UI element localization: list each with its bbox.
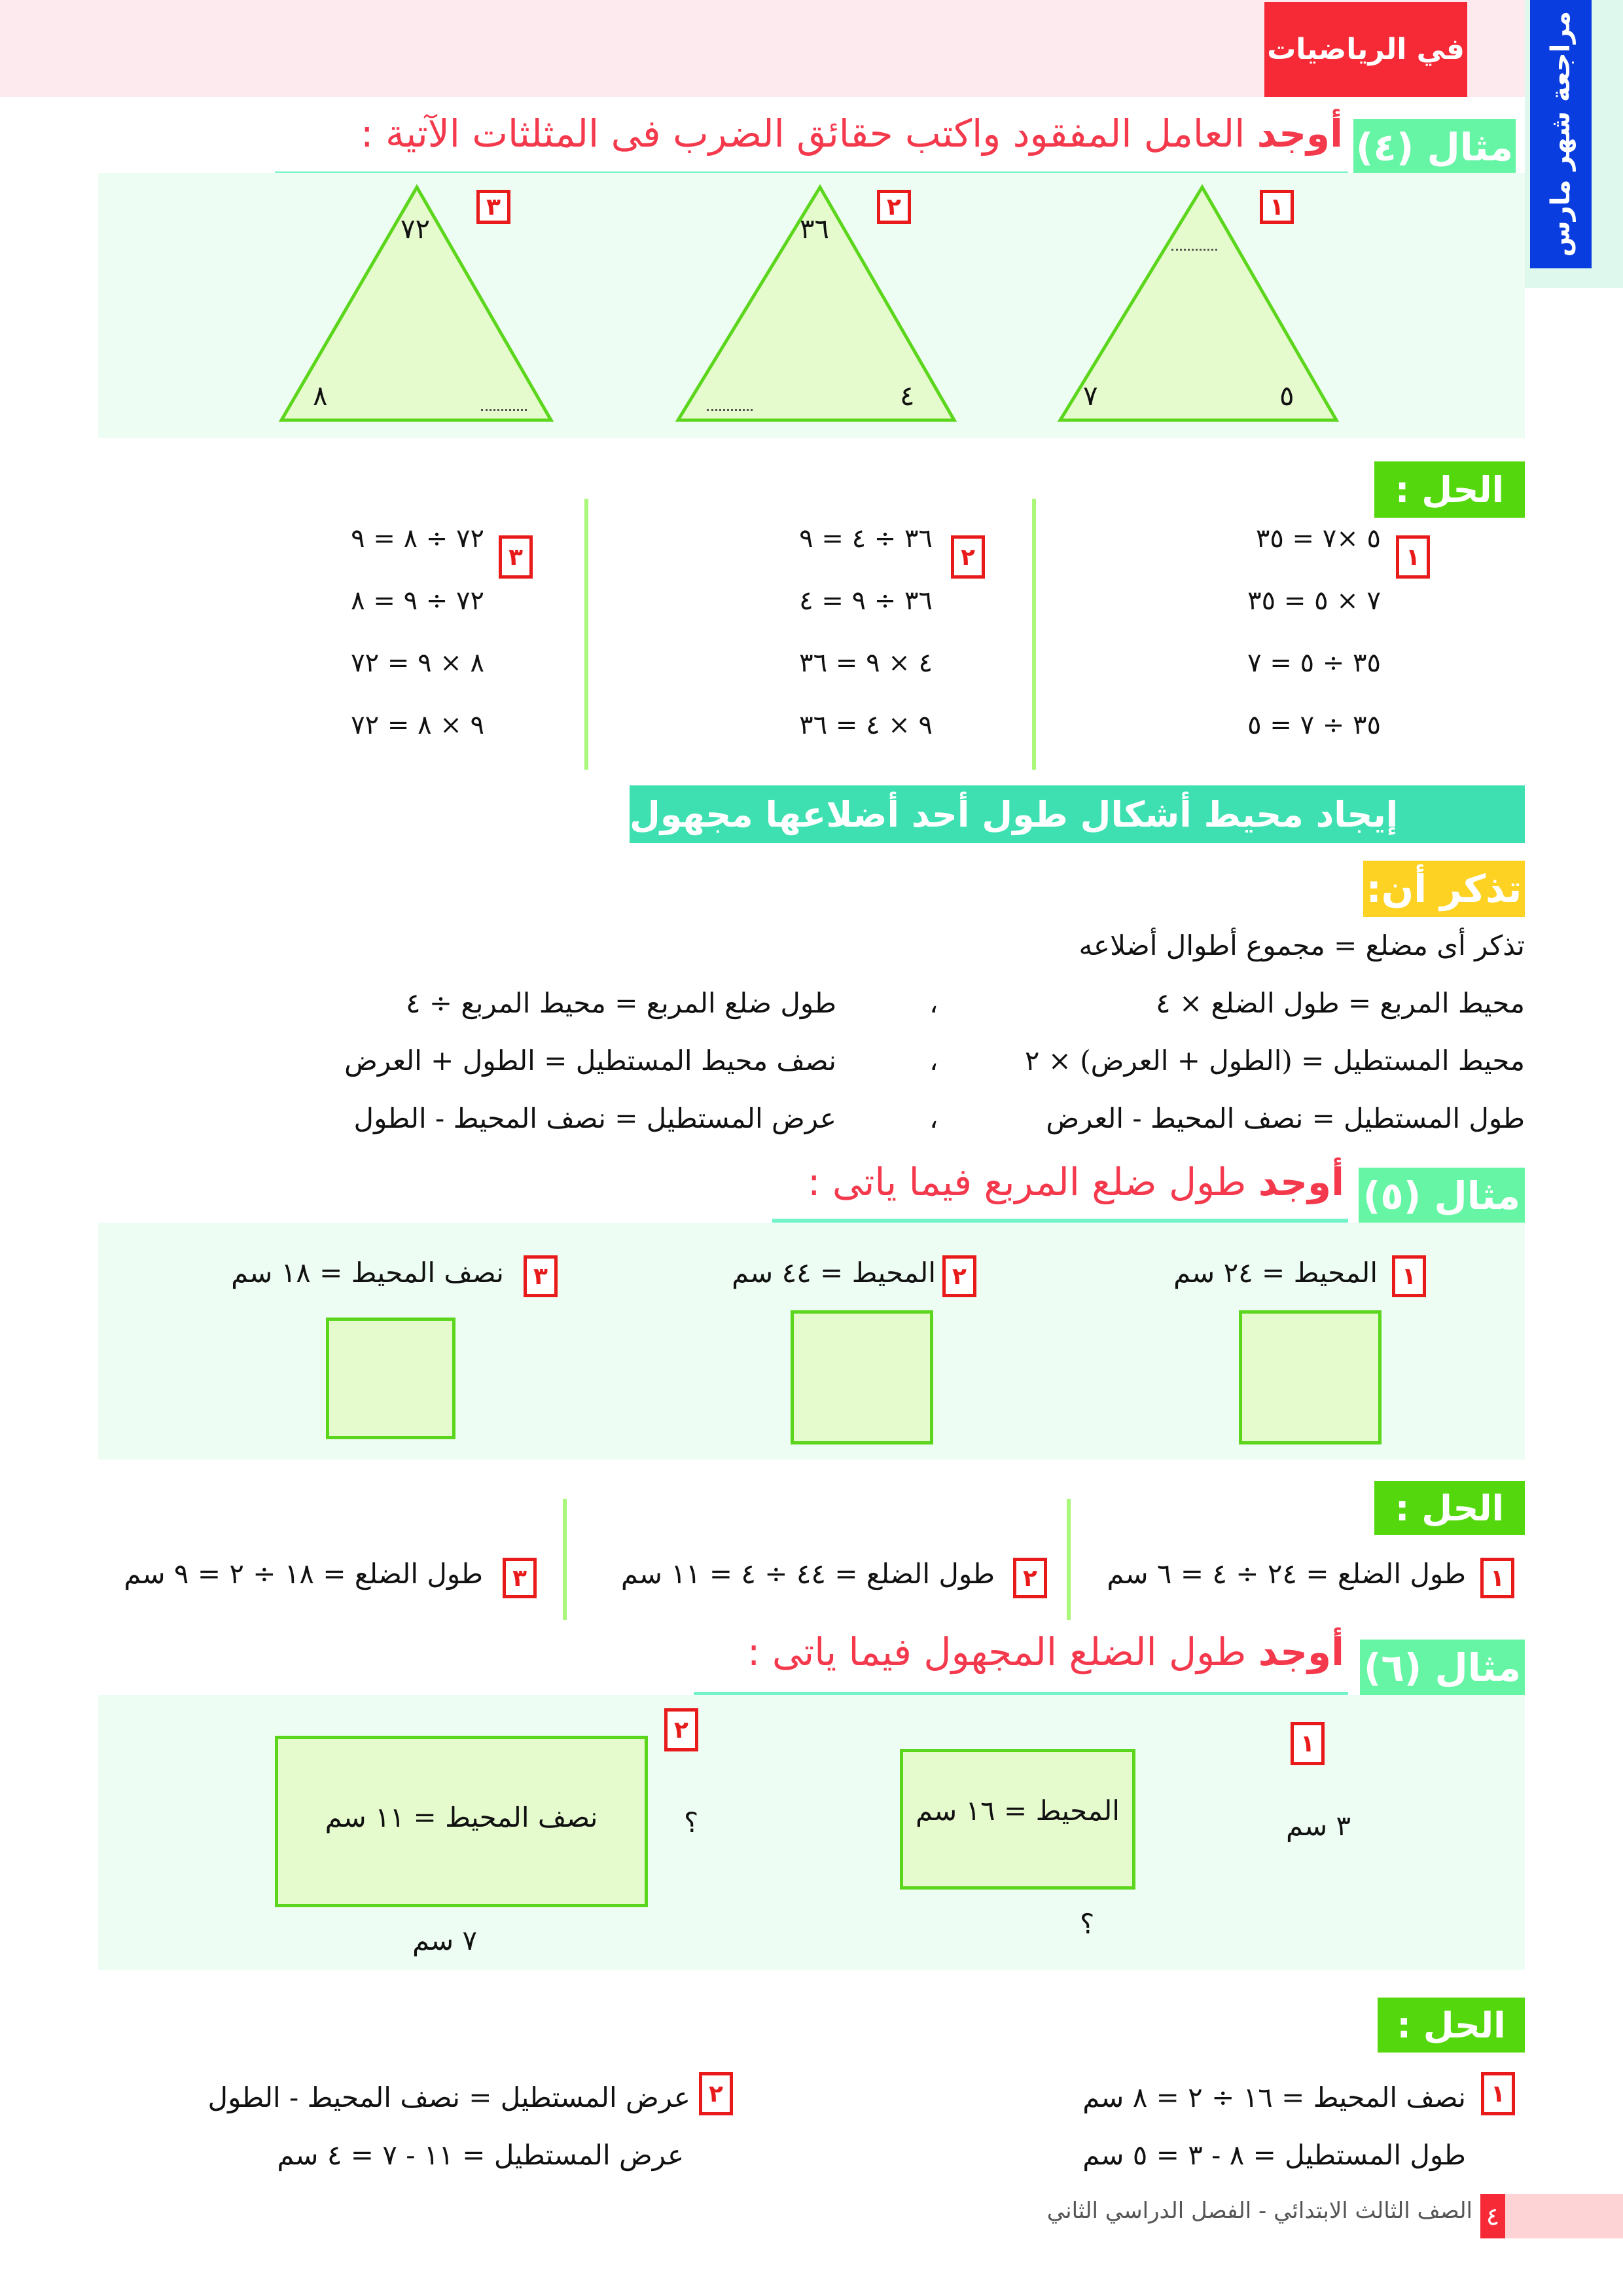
example-4-solution-label <box>1374 461 1525 518</box>
example-5-item-3-number <box>524 1255 558 1297</box>
triangle-1-number <box>1260 190 1294 224</box>
fact-line: ٧ × ٥ = ٣٥ <box>1247 586 1381 616</box>
number-text: ٣ <box>486 193 501 221</box>
fact-line: ٣٥ ÷ ٥ = ٧ <box>1247 648 1381 678</box>
triangle-3-bottom-left: ٨ <box>313 380 328 412</box>
brand-logo <box>1530 0 1592 268</box>
section-title-text: إيجاد محيط أشكال طول أحد أضلاعها مجهول <box>630 793 1399 835</box>
fact-line: ٨ × ٩ = ٧٢ <box>351 648 484 678</box>
square-3 <box>326 1318 455 1439</box>
example-4-title-rest: العامل المفقود واكتب حقائق الضرب فى المثلثات الآتية : <box>361 111 1257 156</box>
fact-line: ٣٥ ÷ ٧ = ٥ <box>1247 710 1381 740</box>
triangle-2-top: ٣٦ <box>800 213 830 245</box>
number-text: ٢ <box>1023 1564 1037 1592</box>
separator: ، <box>929 1045 938 1077</box>
subject-label: في الرياضيات <box>1267 33 1465 66</box>
divider <box>584 499 588 770</box>
rectangle-2-side-label: ؟ <box>684 1806 699 1839</box>
fact-line: ٧٢ ÷ ٩ = ٨ <box>351 586 484 616</box>
rectangle-2-text: نصف المحيط = ١١ سم <box>325 1801 598 1833</box>
remember-label <box>1363 861 1525 917</box>
example-6-label-text: مثال (٦) <box>1363 1645 1522 1690</box>
rectangle-2-bottom-label: ٧ سم <box>412 1924 478 1956</box>
example-5-item-1-number <box>1392 1255 1426 1297</box>
example-5-solution-1-number <box>1480 1558 1514 1598</box>
triangle-1-bottom-right: ٥ <box>1279 380 1294 412</box>
solution-1-number <box>1396 535 1430 579</box>
example-5-solution-3: طول الضلع = ١٨ ÷ ٢ = ٩ سم <box>124 1558 483 1590</box>
triangle-2-bottom-blank <box>707 409 753 411</box>
divider <box>1032 499 1036 770</box>
number-text: ٣ <box>508 543 523 571</box>
number-text: ٢ <box>952 1263 967 1290</box>
example-6-solution-2-line: عرض المستطيل = نصف المحيط - الطول <box>207 2081 690 2113</box>
example-6-solution-1-number <box>1481 2072 1515 2115</box>
formula-square-side: طول ضلع المربع = محيط المربع ÷ ٤ <box>405 987 836 1019</box>
divider <box>1067 1499 1071 1620</box>
number-text: ٢ <box>674 1716 688 1744</box>
fact-line: ٩ × ٤ = ٣٦ <box>799 710 933 740</box>
section-title <box>630 785 1525 843</box>
example-5-solution-3-number <box>503 1558 537 1598</box>
number-text: ١ <box>1491 2080 1505 2108</box>
number-text: ١ <box>1270 193 1284 221</box>
example-6-solution-1-line: طول المستطيل = ٨ - ٣ = ٥ سم <box>1082 2139 1466 2171</box>
fact-line: ٥ ×٧ = ٣٥ <box>1255 524 1381 554</box>
solution-label-text: الحل : <box>1397 2004 1506 2046</box>
example-6-solution-label <box>1378 1998 1525 2053</box>
example-5-item-2-number <box>942 1255 976 1297</box>
fact-line: ٣٦ ÷ ٩ = ٤ <box>799 586 933 616</box>
example-5-label-text: مثال (٥) <box>1363 1174 1521 1218</box>
example-5-label <box>1359 1168 1525 1224</box>
rectangle-1-side-label: ٣ سم <box>1286 1810 1351 1842</box>
triangle-1 <box>1060 187 1336 420</box>
number-text: ١ <box>1402 1263 1416 1290</box>
number-text: ٣ <box>533 1263 548 1290</box>
fact-line: ٧٢ ÷ ٨ = ٩ <box>351 524 484 554</box>
remember-label-text: تذكر أن: <box>1366 867 1522 911</box>
footer-text: الصف الثالث الابتدائي - الفصل الدراسي الثاني <box>1046 2198 1472 2224</box>
example-5-item-3-text: نصف المحيط = ١٨ سم <box>231 1257 504 1289</box>
number-text: ١ <box>1300 1730 1315 1757</box>
formula-rect-width: عرض المستطيل = نصف المحيط - الطول <box>353 1102 836 1134</box>
separator: ، <box>929 1102 938 1134</box>
subject-badge <box>1264 2 1467 97</box>
example-5-item-1-text: المحيط = ٢٤ سم <box>1173 1257 1378 1289</box>
formula-rect-perimeter: محيط المستطيل = (الطول + العرض) × ٢ <box>1024 1045 1525 1077</box>
rectangle-1-text: المحيط = ١٦ سم <box>916 1795 1120 1827</box>
remember-intro: تذكر أى مضلع = مجموع أطوال أضلاعه <box>1079 929 1525 961</box>
number-text: ٢ <box>961 543 975 571</box>
example-6-title-rest: طول الضلع المجهول فيما ياتى : <box>747 1630 1258 1674</box>
number-text: ٢ <box>709 2080 723 2108</box>
number-text: ٢ <box>887 193 901 221</box>
footer-band <box>1492 2194 1623 2238</box>
example-6-solution-1-line: نصف المحيط = ١٦ ÷ ٢ = ٨ سم <box>1082 2081 1466 2113</box>
rectangle-2 <box>275 1736 648 1907</box>
formula-rect-half-perimeter: نصف محيط المستطيل = الطول + العرض <box>344 1045 836 1077</box>
example-5-solution-1: طول الضلع = ٢٤ ÷ ٤ = ٦ سم <box>1107 1558 1466 1590</box>
solution-label-text: الحل : <box>1395 469 1505 511</box>
number-text: ١ <box>1490 1564 1505 1592</box>
example-6-title <box>747 1630 1344 1674</box>
square-2 <box>791 1310 933 1444</box>
example-5-title-rest: طول ضلع المربع فيما ياتى : <box>807 1160 1258 1204</box>
example-6-title-bold: أوجد <box>1258 1630 1344 1674</box>
example-5-solution-label <box>1374 1481 1525 1535</box>
solution-3-number <box>499 535 533 579</box>
example-6-solution-2-number <box>699 2072 733 2115</box>
example-5-solution-2: طول الضلع = ٤٤ ÷ ٤ = ١١ سم <box>620 1558 995 1590</box>
example-4-label-text: مثال (٤) <box>1355 125 1514 170</box>
triangle-3-bottom-blank <box>481 409 527 411</box>
example-5-title-bold: أوجد <box>1258 1160 1344 1204</box>
divider <box>563 1499 567 1620</box>
triangle-3-top: ٧٢ <box>401 213 431 245</box>
solution-2-number <box>951 535 985 579</box>
example-6-label <box>1360 1640 1525 1696</box>
example-4-title-bold: أوجد <box>1257 111 1343 156</box>
fact-line: ٣٦ ÷ ٤ = ٩ <box>799 524 933 554</box>
square-1 <box>1239 1310 1382 1444</box>
example-6-item-2-number <box>664 1708 698 1751</box>
example-5-title <box>808 1160 1344 1204</box>
example-4-title <box>361 111 1343 156</box>
example-5-item-2-text: المحيط = ٤٤ سم <box>732 1257 936 1289</box>
rectangle-1 <box>900 1749 1135 1890</box>
brand-text: مراجعة شهر مارس <box>1546 11 1576 257</box>
number-text: ١ <box>1406 543 1420 571</box>
example-5-solution-2-number <box>1013 1558 1047 1598</box>
solution-label-text: الحل : <box>1395 1487 1505 1529</box>
number-text: ٣ <box>512 1564 527 1592</box>
triangle-1-top-blank <box>1171 249 1217 251</box>
triangle-1-bottom-left: ٧ <box>1083 380 1098 412</box>
page-number-text: ٤ <box>1486 2202 1500 2231</box>
example-6-solution-2-line: عرض المستطيل = ١١ - ٧ = ٤ سم <box>277 2139 684 2171</box>
page-number <box>1480 2194 1505 2238</box>
rectangle-1-bottom-label: ؟ <box>1080 1908 1095 1940</box>
fact-line: ٤ × ٩ = ٣٦ <box>799 648 933 678</box>
example-4-label <box>1353 119 1516 175</box>
formula-square-perimeter: محيط المربع = طول الضلع × ٤ <box>1156 987 1525 1019</box>
fact-line: ٩ × ٨ = ٧٢ <box>351 710 484 740</box>
triangle-3-number <box>476 190 510 224</box>
triangle-2-number <box>877 190 911 224</box>
example-6-item-1-number <box>1291 1722 1325 1765</box>
formula-rect-length: طول المستطيل = نصف المحيط - العرض <box>1046 1102 1525 1134</box>
separator: ، <box>929 987 938 1019</box>
triangle-2-bottom-right: ٤ <box>900 380 915 412</box>
